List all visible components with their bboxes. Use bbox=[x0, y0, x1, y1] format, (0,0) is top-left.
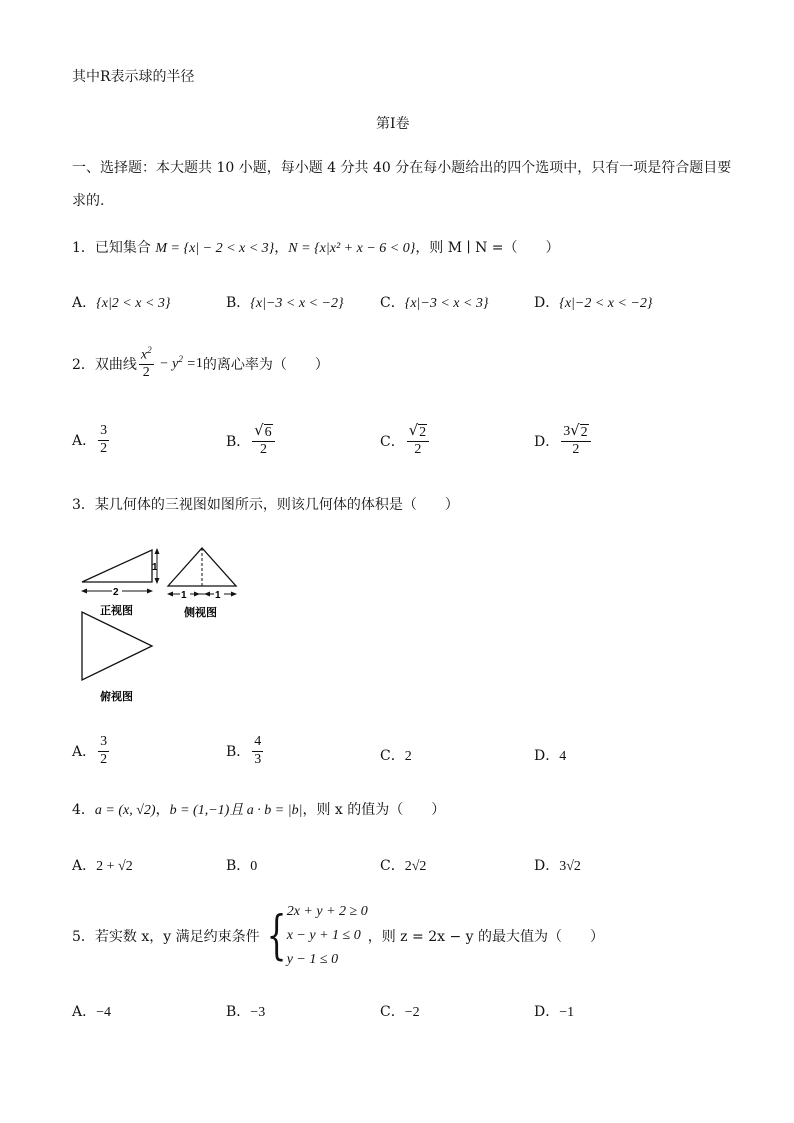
sqrt-icon: √ bbox=[408, 422, 419, 439]
option-text: 2√2 bbox=[404, 859, 427, 874]
q2-equation: $\frac{x^2}{2}$ − $y^2$ = 1 bbox=[140, 345, 203, 381]
fraction-denominator: 2 bbox=[259, 442, 267, 458]
q5-option-d[interactable] bbox=[534, 1001, 574, 1021]
front-height-label: 1 bbox=[152, 562, 158, 573]
q4-option-b[interactable] bbox=[226, 855, 257, 875]
question-5 bbox=[72, 900, 604, 972]
q2-option-a[interactable] bbox=[72, 424, 111, 456]
q3-option-d[interactable] bbox=[534, 745, 566, 765]
q3-option-b[interactable] bbox=[226, 735, 265, 767]
sqrt-icon: √ bbox=[254, 422, 264, 439]
side-view-triangle bbox=[168, 548, 236, 586]
section-title: 第Ⅰ卷 bbox=[376, 116, 410, 132]
fraction-denominator: 2 bbox=[572, 442, 580, 458]
option-label: D． bbox=[534, 1004, 560, 1020]
q3-option-c[interactable] bbox=[380, 745, 412, 765]
side-right-label: 1 bbox=[215, 590, 221, 601]
q4-vector-a: a = (x, √2) bbox=[94, 803, 156, 818]
front-view-label: 正视图 bbox=[100, 604, 133, 617]
option-label: A． bbox=[72, 433, 97, 450]
option-text: −2 bbox=[404, 1005, 420, 1020]
top-view-label: 俯视图 bbox=[100, 690, 133, 703]
option-label: B． bbox=[226, 858, 251, 874]
option-label: A． bbox=[72, 858, 97, 874]
option-text: −3 bbox=[250, 1005, 266, 1020]
option-label: C． bbox=[380, 858, 405, 874]
q4-vector-b: b = (1,−1) bbox=[169, 803, 230, 818]
q5-constraint-2: x − y + 1 ≤ 0 bbox=[286, 928, 361, 943]
option-text: 2 + √2 bbox=[96, 859, 133, 874]
q1-option-d[interactable] bbox=[534, 292, 653, 312]
q4-condition: 且 a · b = |b| bbox=[229, 803, 303, 818]
q5-prefix: 5．若实数 x，y 满足约束条件 bbox=[72, 929, 260, 945]
option-label: D． bbox=[534, 748, 560, 764]
sqrt-icon: √ bbox=[570, 422, 580, 439]
option-text: 3√2 bbox=[559, 859, 581, 874]
fraction-denominator: 2 bbox=[100, 440, 108, 456]
question-3: 3．某几何体的三视图如图所示，则该几何体的体积是（ ） bbox=[72, 497, 459, 513]
q1-option-a[interactable] bbox=[72, 292, 171, 312]
fraction-numerator: 3 bbox=[98, 735, 109, 752]
side-width-arrow-icon bbox=[167, 592, 237, 597]
q5-option-c[interactable] bbox=[380, 1001, 420, 1021]
q5-constraint-system bbox=[260, 900, 368, 972]
option-label: C． bbox=[380, 1004, 405, 1020]
three-view-figure bbox=[76, 540, 246, 710]
q2-option-d[interactable] bbox=[534, 424, 593, 458]
left-brace-icon: { bbox=[266, 906, 287, 966]
fraction-numerator: 3 bbox=[98, 424, 109, 441]
instructions-line-1: 一、选择题：本大题共 10 小题，每小题 4 分共 40 分在每小题给出的四个选项中，只有一项是符合题目要 bbox=[72, 160, 732, 176]
q2-suffix: 的离心率为（ ） bbox=[202, 356, 329, 373]
option-text: −1 bbox=[559, 1005, 575, 1020]
option-text: 2 bbox=[404, 749, 412, 764]
front-view-triangle bbox=[82, 550, 152, 582]
q5-constraint-3: y − 1 ≤ 0 bbox=[286, 952, 339, 967]
option-label: B． bbox=[226, 434, 251, 451]
option-text: {x|−3 < x < 3} bbox=[404, 296, 489, 311]
option-text: 0 bbox=[250, 859, 258, 874]
q2-prefix: 2．双曲线 bbox=[72, 356, 137, 373]
fraction-denominator: 2 bbox=[100, 751, 108, 767]
option-label: D． bbox=[534, 858, 560, 874]
header-note: 其中R表示球的半径 bbox=[72, 69, 195, 85]
q5-option-a[interactable] bbox=[72, 1001, 111, 1021]
q2-option-b[interactable] bbox=[226, 424, 277, 458]
q4-option-a[interactable] bbox=[72, 855, 133, 875]
fraction-numerator: 4 bbox=[252, 735, 263, 752]
q1-set-m: M = {x| − 2 < x < 3} bbox=[155, 241, 275, 256]
fraction-denominator: 3 bbox=[254, 751, 262, 767]
q4-prefix: 4． bbox=[72, 802, 95, 818]
question-2 bbox=[72, 346, 329, 381]
option-text: 4 bbox=[559, 749, 567, 764]
q2-option-c[interactable] bbox=[380, 424, 431, 458]
instructions-line-2: 求的. bbox=[72, 193, 105, 209]
question-4: 4．a = (x, √2)，b = (1,−1)且 a · b = |b|，则 x 的值为（ ） bbox=[72, 802, 446, 818]
option-label: C． bbox=[380, 295, 405, 311]
q4-option-d[interactable] bbox=[534, 855, 581, 875]
q5-option-b[interactable] bbox=[226, 1001, 265, 1021]
q5-constraint-1: 2x + y + 2 ≥ 0 bbox=[286, 904, 368, 919]
option-label: A． bbox=[72, 295, 97, 311]
q1-option-c[interactable] bbox=[380, 292, 489, 312]
option-label: A． bbox=[72, 744, 97, 761]
option-label: B． bbox=[226, 295, 251, 311]
q1-ask: ，则 M ∣ N =（ ） bbox=[415, 240, 560, 256]
fraction-numerator: 6 bbox=[264, 425, 272, 440]
option-text: {x|2 < x < 3} bbox=[96, 296, 171, 311]
option-text: {x|−3 < x < −2} bbox=[250, 296, 344, 311]
q1-set-n: N = {x|x² + x − 6 < 0} bbox=[288, 241, 416, 256]
option-label: A． bbox=[72, 1004, 97, 1020]
top-view-triangle bbox=[82, 612, 152, 680]
q3-option-a[interactable] bbox=[72, 735, 111, 767]
side-view-label: 侧视图 bbox=[184, 606, 217, 619]
front-width-label: 2 bbox=[113, 587, 119, 598]
q5-ask: ，则 z = 2x − y 的最大值为（ ） bbox=[367, 929, 604, 945]
fraction-denominator: 2 bbox=[414, 442, 422, 458]
option-label: D． bbox=[534, 295, 560, 311]
option-text: −4 bbox=[96, 1005, 112, 1020]
q4-option-c[interactable] bbox=[380, 855, 426, 875]
option-text: {x|−2 < x < −2} bbox=[559, 296, 653, 311]
q4-ask: ，则 x 的值为（ ） bbox=[302, 802, 446, 818]
fraction-numerator: 2 bbox=[580, 425, 588, 440]
option-label: C． bbox=[380, 434, 405, 451]
option-label: B． bbox=[226, 1004, 251, 1020]
coefficient: 3 bbox=[563, 424, 571, 439]
q1-prefix: 1．已知集合 bbox=[72, 240, 156, 256]
option-label: D． bbox=[534, 434, 560, 451]
option-label: B． bbox=[226, 744, 251, 761]
side-left-label: 1 bbox=[181, 590, 187, 601]
q1-option-b[interactable] bbox=[226, 292, 344, 312]
option-label: C． bbox=[380, 748, 405, 764]
question-1: 1．已知集合 M = {x| − 2 < x < 3}，N = {x|x² + x − 6 < 0}，则 M ∣ N =（ ） bbox=[72, 240, 560, 256]
fraction-numerator: 2 bbox=[419, 425, 427, 440]
